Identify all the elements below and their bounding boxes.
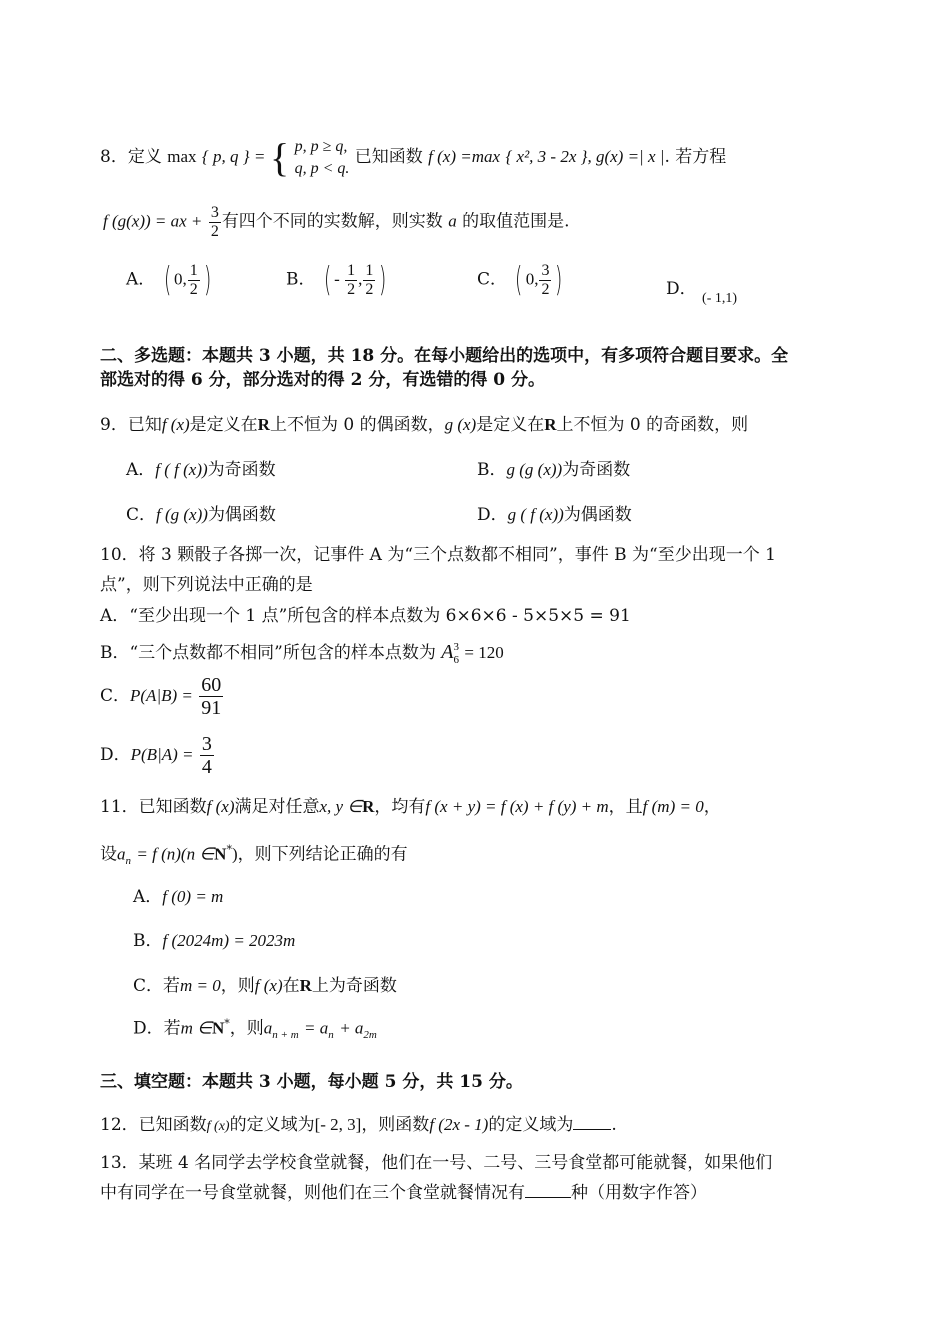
option-tail: 上为奇函数 bbox=[311, 976, 397, 996]
option-label: D． bbox=[666, 279, 697, 299]
option-label: A． bbox=[126, 269, 156, 290]
q9-option-a[interactable] bbox=[126, 459, 276, 481]
q9-gx: g (x) bbox=[444, 415, 477, 434]
paren-close: ) bbox=[203, 260, 211, 301]
option-m: m = 0 bbox=[180, 976, 221, 995]
option-expr: f (0) = m bbox=[162, 887, 224, 906]
q8-piecewise bbox=[295, 136, 350, 179]
q11-an-sub: n bbox=[125, 855, 131, 868]
q8-mid: 已知函数 bbox=[354, 147, 423, 168]
q11-fx: f (x) bbox=[206, 797, 235, 816]
q9-option-b[interactable] bbox=[477, 459, 630, 481]
q10-option-a[interactable]: A．“至少出现一个 1 点”所包含的样本点数为 6×6×6 - 5×5×5 = 91 bbox=[100, 606, 631, 626]
option-text: B．“三个点数都不相同”所包含的样本点数为 bbox=[100, 643, 436, 663]
option-a1-sub: n + m bbox=[272, 1029, 299, 1042]
option-label: C．若 bbox=[133, 976, 181, 996]
option-frac-hi: $\frac{1}{2}$ bbox=[365, 262, 374, 298]
q10-option-c[interactable] bbox=[100, 674, 224, 719]
option-mid: ，则 bbox=[229, 1018, 264, 1039]
option-a2-sub: n bbox=[328, 1029, 334, 1042]
q11-xy: x, y ∈ bbox=[319, 797, 363, 816]
option-text: 为奇函数 bbox=[562, 460, 631, 480]
option-label: B． bbox=[133, 931, 163, 951]
q13-answer-blank[interactable] bbox=[525, 1197, 571, 1198]
q8-line1 bbox=[100, 136, 726, 179]
q11-eq: f (x + y) = f (x) + f (y) + m bbox=[425, 797, 609, 816]
q11-R: R bbox=[362, 797, 375, 816]
q8-fx-def: f (x) =max bbox=[428, 147, 501, 167]
q9-p2: 是定义在 bbox=[189, 415, 258, 435]
q11-line2-pre: 设 bbox=[100, 844, 117, 865]
q8-eq-sign: = bbox=[254, 147, 265, 167]
option-lo: 0, bbox=[173, 269, 187, 289]
q8-eq-left: f (g(x)) = ax + bbox=[103, 211, 203, 231]
q12-p2: 的定义域为 bbox=[229, 1115, 315, 1135]
q9-fx: f (x) bbox=[161, 415, 190, 434]
q8-max-args: { p, q } bbox=[201, 147, 250, 167]
q9-R1: R bbox=[257, 415, 270, 434]
q11-p4: ，且 bbox=[608, 797, 643, 817]
option-frac: $\frac{3}{2}$ bbox=[541, 262, 550, 298]
q8-line2 bbox=[103, 204, 570, 240]
option-eq: = a bbox=[304, 1018, 329, 1038]
q8-gx-def: , g(x) =| x | bbox=[587, 147, 665, 167]
option-expr: f ( f (x)) bbox=[155, 460, 208, 479]
option-text: 为奇函数 bbox=[207, 460, 276, 480]
q11-option-a[interactable] bbox=[133, 886, 223, 908]
perm-value: = 120 bbox=[464, 643, 504, 662]
option-label: D． bbox=[477, 505, 508, 525]
q8-option-c[interactable] bbox=[477, 260, 566, 301]
q11-N: N bbox=[214, 844, 227, 864]
option-in: 在 bbox=[282, 976, 300, 996]
q8-line2-tail: 的取值范围是. bbox=[462, 211, 570, 232]
q9-p5: 上不恒为 0 的奇函数，则 bbox=[556, 415, 749, 435]
q11-option-b[interactable] bbox=[133, 930, 295, 952]
option-label: D．若 bbox=[133, 1018, 181, 1039]
option-R: R bbox=[299, 976, 312, 995]
option-label: B． bbox=[286, 269, 316, 290]
option-label: A． bbox=[133, 887, 163, 907]
perm-a: A bbox=[441, 641, 454, 663]
q8-line2-text: 有四个不同的实数解，则实数 bbox=[221, 211, 443, 232]
q11-line2-post: ，则下列结论正确的有 bbox=[237, 844, 408, 865]
q11-option-c[interactable] bbox=[133, 975, 397, 997]
q13-line2-pre: 中有同学在一号食堂就餐，则他们在三个食堂就餐情况有 bbox=[100, 1183, 525, 1203]
option-text: (- 1,1) bbox=[702, 291, 738, 306]
paren-close: ) bbox=[555, 260, 563, 301]
option-expr: f (2024m) = 2023m bbox=[162, 931, 296, 950]
q8-prefix: 8．定义 bbox=[100, 147, 162, 168]
option-label: C． bbox=[100, 686, 131, 706]
option-mid: ，则 bbox=[220, 976, 255, 996]
q11-N-sup: * bbox=[226, 843, 232, 856]
option-fx: f (x) bbox=[254, 976, 283, 995]
q13-line2-post: 种（用数字作答） bbox=[571, 1183, 707, 1203]
option-frac-lo: $\frac{1}{2}$ bbox=[347, 262, 356, 298]
option-expr: g (g (x)) bbox=[506, 460, 563, 479]
option-label: A． bbox=[126, 460, 156, 480]
q11-fm: f (m) = 0 bbox=[642, 797, 704, 816]
q12-f2x: f (2x - 1) bbox=[429, 1115, 489, 1134]
option-label: C． bbox=[477, 269, 508, 290]
section2-heading-line1: 二、多选题：本题共 3 小题，共 18 分。在每小题给出的选项中，有多项符合题目要求。全 bbox=[100, 346, 789, 366]
q9-option-c[interactable] bbox=[126, 504, 276, 526]
option-expr: g ( f (x)) bbox=[507, 505, 564, 524]
option-plus: + a bbox=[339, 1018, 364, 1038]
q9-stem bbox=[100, 414, 748, 436]
section2-heading-line2: 部选对的得 6 分，部分选对的得 2 分，有选错的得 0 分。 bbox=[100, 370, 545, 390]
q11-close: ) bbox=[231, 844, 238, 864]
q8-left-brace: { bbox=[269, 134, 290, 180]
q9-p1: 9．已知 bbox=[100, 415, 162, 435]
q10-option-b[interactable] bbox=[100, 639, 504, 666]
option-m: m ∈ bbox=[180, 1018, 212, 1038]
paren-open: ( bbox=[323, 260, 332, 301]
q12-fx: f (x) bbox=[206, 1119, 230, 1134]
q12-p3: ，则函数 bbox=[361, 1115, 430, 1135]
option-N-sup: * bbox=[224, 1017, 230, 1030]
option-label: D． bbox=[100, 745, 131, 765]
comma: , bbox=[358, 269, 363, 289]
option-frac: $\frac{1}{2}$ bbox=[189, 262, 198, 298]
option-a1: a bbox=[263, 1018, 273, 1038]
option-label: B． bbox=[477, 460, 507, 480]
option-expr: f (g (x)) bbox=[156, 505, 208, 524]
q10-stem-line1: 10．将 3 颗骰子各掷一次，记事件 A 为“三个点数都不相同”，事件 B 为“至少出现一个 1 bbox=[100, 545, 776, 565]
q8-option-d[interactable] bbox=[666, 278, 738, 306]
option-N: N bbox=[211, 1018, 225, 1038]
option-text: 为偶函数 bbox=[207, 505, 276, 525]
paren-close: ) bbox=[379, 260, 387, 301]
paren-open: ( bbox=[163, 260, 171, 301]
q8-case2: q, p < q. bbox=[294, 159, 350, 177]
option-frac: $\frac{3}{4}$ bbox=[201, 733, 212, 778]
q8-case1: p, p ≥ q, bbox=[294, 138, 348, 155]
q9-p4: 是定义在 bbox=[476, 415, 545, 435]
q8-option-b[interactable] bbox=[286, 260, 390, 301]
q8-fx-args: { x², 3 - 2x } bbox=[505, 147, 588, 167]
paren-open: ( bbox=[515, 260, 523, 301]
option-a3-sub: 2m bbox=[363, 1029, 377, 1042]
q8-var-a: a bbox=[448, 211, 457, 231]
q11-an-eq: = f (n)(n ∈ bbox=[136, 844, 215, 864]
perm-indices: 3 6 bbox=[453, 641, 459, 666]
q12-p5: . bbox=[611, 1115, 617, 1135]
q11-p1: 11．已知函数 bbox=[100, 797, 207, 817]
q8-option-a[interactable] bbox=[126, 260, 214, 301]
option-frac: $\frac{60}{91}$ bbox=[201, 674, 222, 719]
q12-dom: [- 2, 3] bbox=[314, 1115, 362, 1134]
q12-stem bbox=[100, 1114, 617, 1136]
q9-R2: R bbox=[544, 415, 557, 434]
option-text: 为偶函数 bbox=[563, 505, 632, 525]
q11-stem-line1 bbox=[100, 796, 721, 818]
q11-p2: 满足对任意 bbox=[234, 797, 320, 817]
q13-stem-line1: 13．某班 4 名同学去学校食堂就餐，他们在一号、二号、三号食堂都可能就餐，如果他们 bbox=[100, 1153, 773, 1173]
q13-stem-line2 bbox=[100, 1182, 707, 1204]
q11-stem-line2 bbox=[100, 843, 408, 868]
q10-option-d[interactable] bbox=[100, 733, 215, 778]
q12-answer-blank[interactable] bbox=[573, 1129, 611, 1130]
q11-an: a bbox=[117, 844, 126, 864]
q11-p5: ， bbox=[703, 797, 721, 817]
minus-sign: - bbox=[334, 269, 345, 289]
q9-p3: 上不恒为 0 的偶函数， bbox=[269, 415, 445, 435]
option-expr: P(A|B) = bbox=[130, 686, 193, 705]
q12-p1: 12．已知函数 bbox=[100, 1115, 207, 1135]
option-label: C． bbox=[126, 505, 157, 525]
q11-option-d[interactable] bbox=[133, 1017, 377, 1042]
option-expr: P(B|A) = bbox=[130, 745, 194, 764]
q10-stem-line2: 点”，则下列说法中正确的是 bbox=[100, 575, 313, 595]
q8-eq-frac: $\frac{3}{2}$ bbox=[210, 204, 219, 240]
section3-heading: 三、填空题：本题共 3 小题，每小题 5 分，共 15 分。 bbox=[100, 1072, 523, 1092]
q12-p4: 的定义域为 bbox=[488, 1115, 574, 1135]
q11-p3: ，均有 bbox=[374, 797, 426, 817]
q9-option-d[interactable] bbox=[477, 504, 632, 526]
option-lo: 0, bbox=[525, 269, 539, 289]
q8-max: max bbox=[167, 147, 197, 167]
q8-suffix: . 若方程 bbox=[664, 147, 727, 168]
